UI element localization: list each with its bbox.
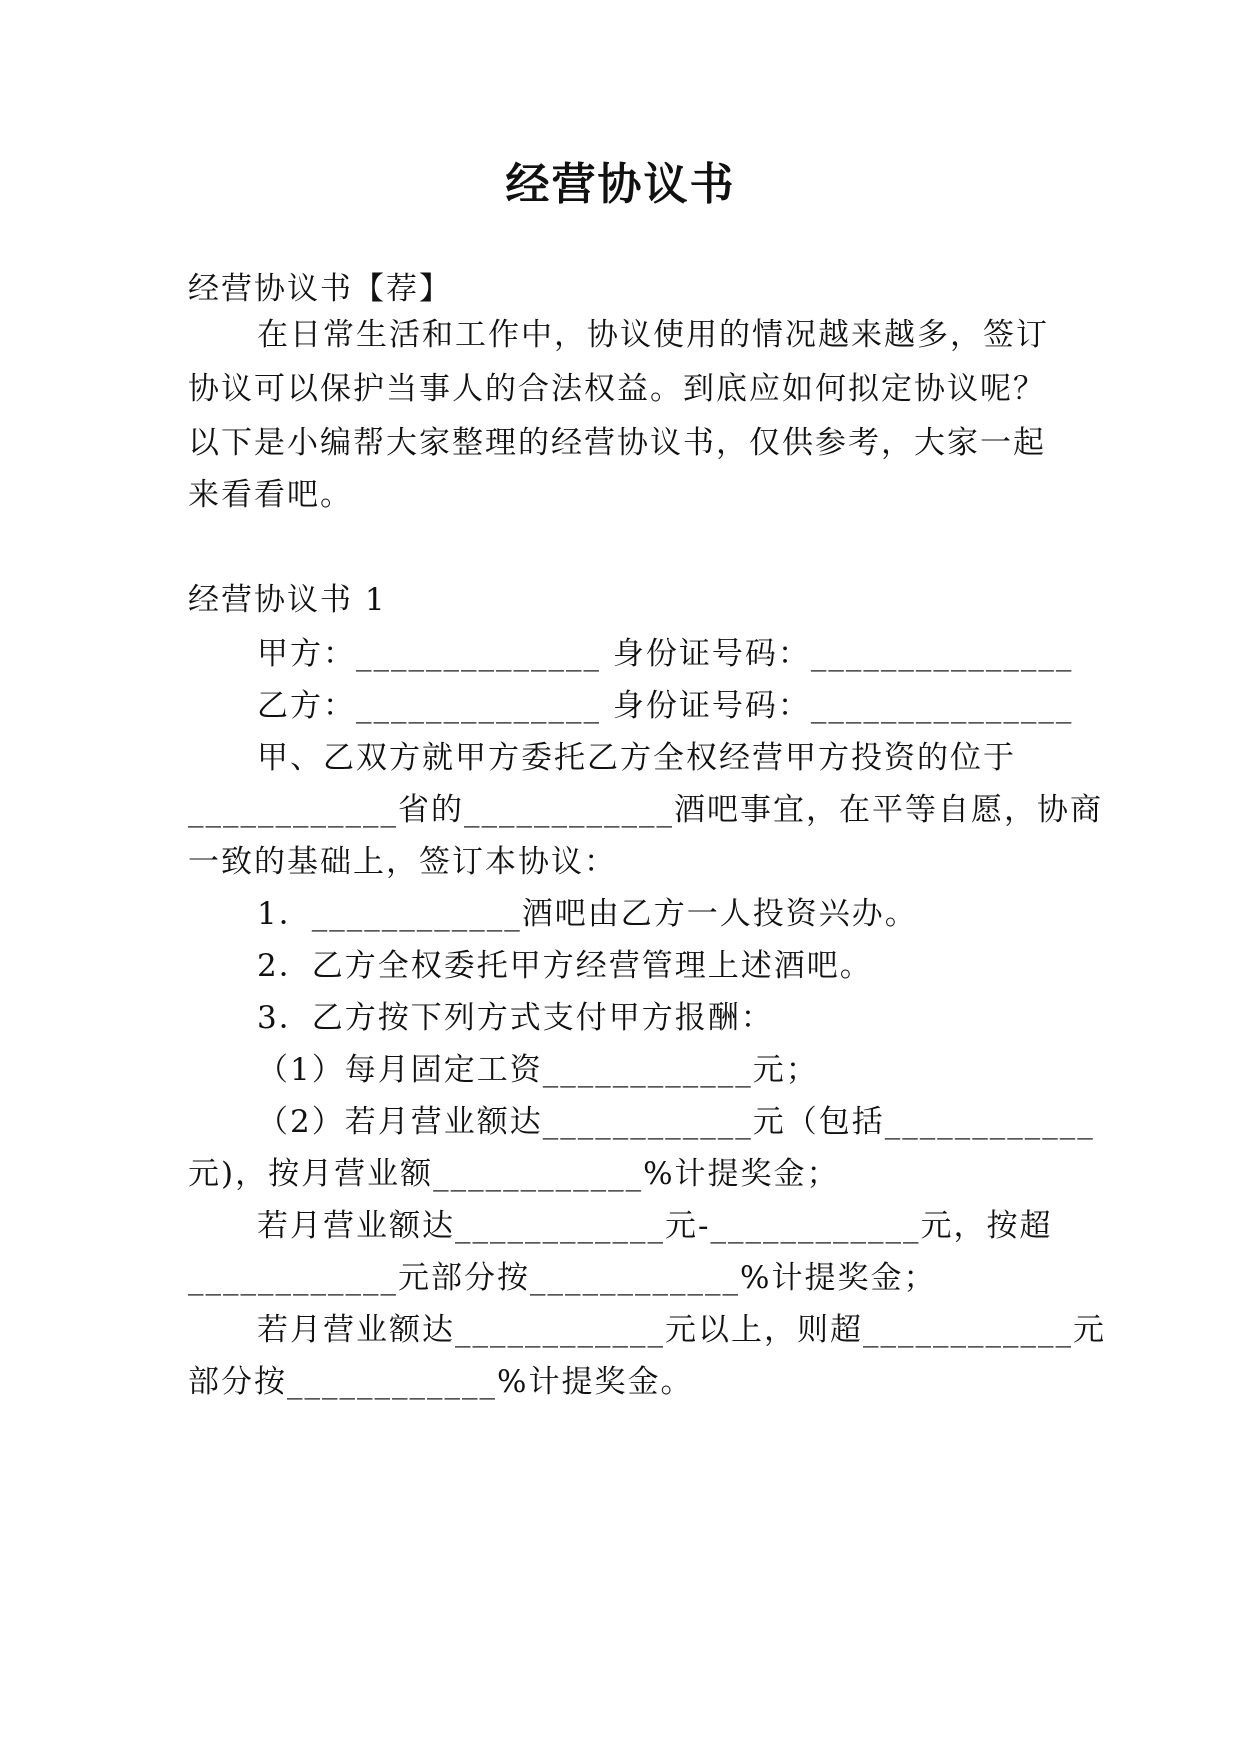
bonus-tier-line: 若月营业额达____________元以上，则超____________元 bbox=[257, 1312, 1106, 1348]
bonus-tier-line: 部分按____________%计提奖金。 bbox=[188, 1364, 694, 1400]
section-heading: 经营协议书 1 bbox=[188, 582, 387, 618]
clause-3: 3．乙方按下列方式支付甲方报酬： bbox=[257, 1000, 774, 1036]
party-a-line: 甲方：______________ 身份证号码：_______________ bbox=[257, 636, 1074, 672]
intro-heading: 经营协议书【荐】 bbox=[188, 271, 452, 307]
intro-paragraph-line: 以下是小编帮大家整理的经营协议书，仅供参考，大家一起 bbox=[188, 425, 1046, 461]
clause-3-item-2-cont: 元)，按月营业额____________%计提奖金； bbox=[188, 1156, 840, 1192]
party-b-line: 乙方：______________ 身份证号码：_______________ bbox=[257, 688, 1074, 724]
agreement-paragraph-line: 甲、乙双方就甲方委托乙方全权经营甲方投资的位于 bbox=[257, 740, 1016, 776]
clause-2: 2．乙方全权委托甲方经营管理上述酒吧。 bbox=[257, 948, 873, 984]
intro-paragraph-line: 协议可以保护当事人的合法权益。到底应如何拟定协议呢？ bbox=[188, 371, 1046, 407]
clause-3-item-1: （1）每月固定工资____________元； bbox=[257, 1052, 819, 1088]
agreement-paragraph-line: 一致的基础上，签订本协议： bbox=[188, 844, 617, 880]
bonus-tier-line: 若月营业额达____________元-____________元，按超 bbox=[257, 1208, 1053, 1244]
intro-paragraph-line: 在日常生活和工作中，协议使用的情况越来越多，签订 bbox=[257, 317, 1049, 353]
agreement-paragraph-line: ____________省的____________酒吧事宜，在平等自愿，协商 bbox=[188, 792, 1103, 828]
bonus-tier-line: ____________元部分按____________%计提奖金； bbox=[188, 1260, 937, 1296]
intro-paragraph-line: 来看看吧。 bbox=[188, 477, 353, 513]
clause-3-item-2: （2）若月营业额达____________元（包括____________ bbox=[257, 1104, 1095, 1140]
document-title: 经营协议书 bbox=[505, 159, 736, 210]
clause-1: 1．____________酒吧由乙方一人投资兴办。 bbox=[257, 896, 918, 932]
